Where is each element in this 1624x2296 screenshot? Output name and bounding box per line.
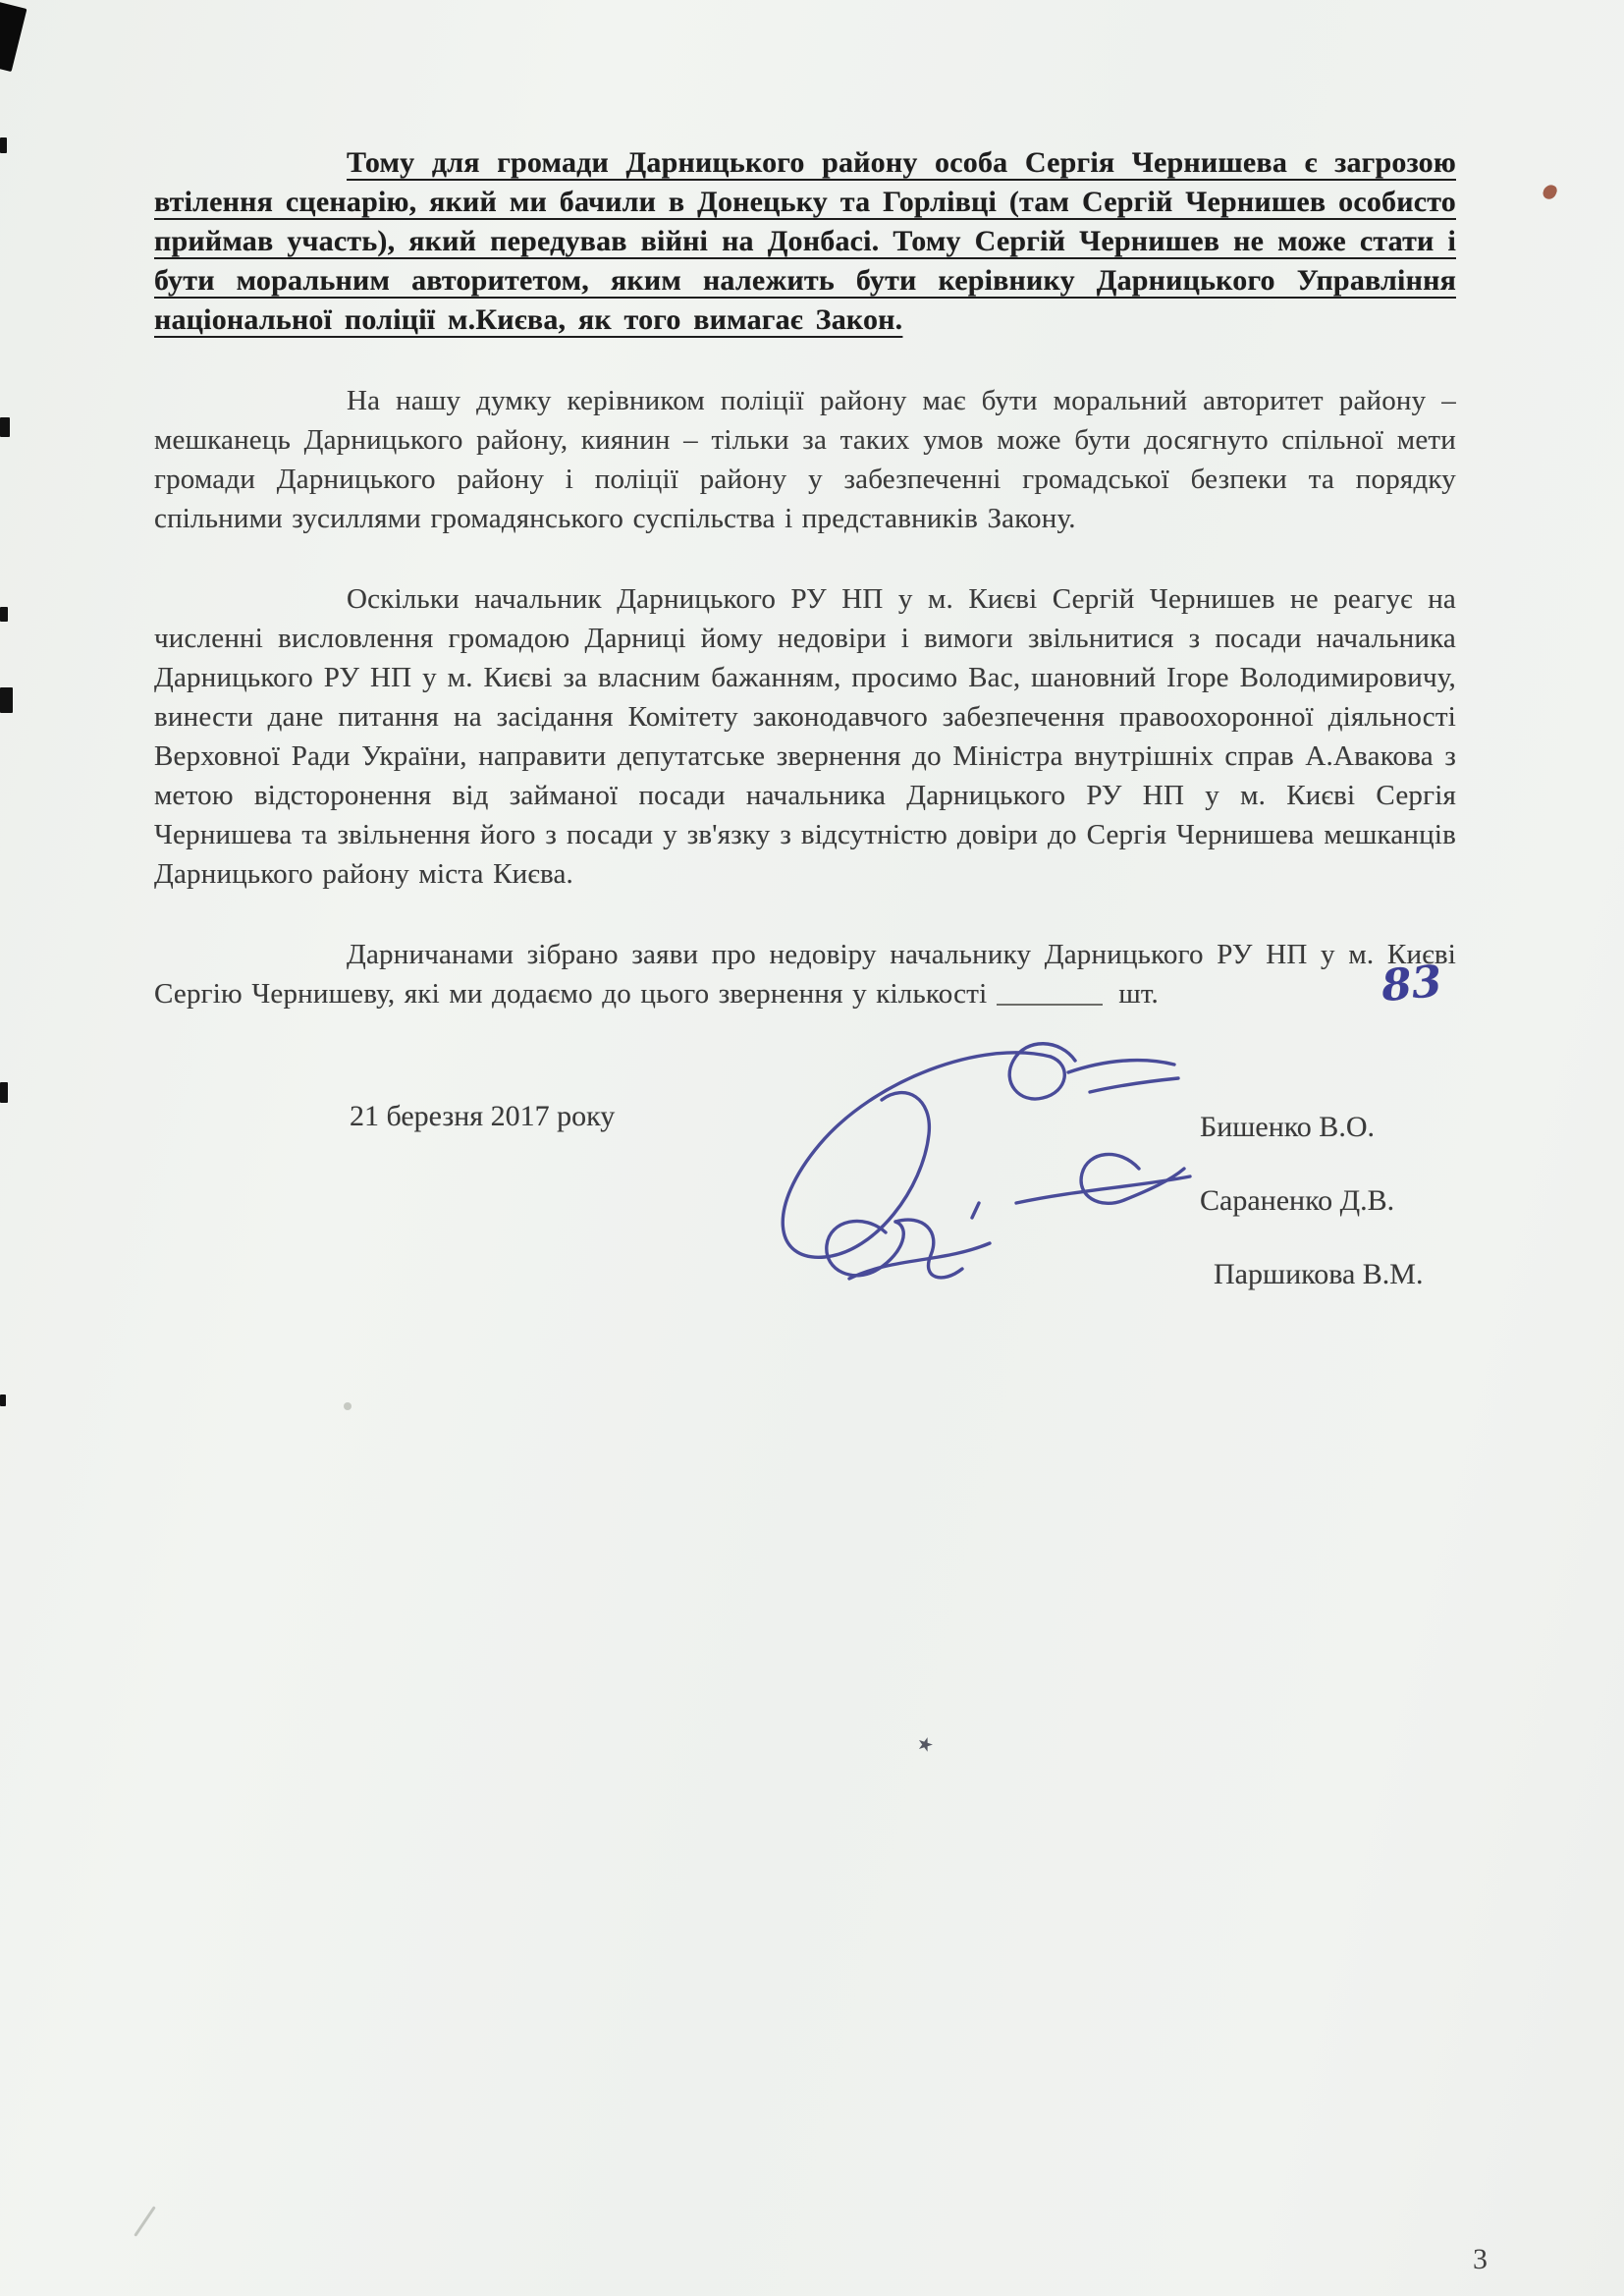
signature-2 [1016,1154,1190,1203]
heading-paragraph: Тому для громади Дарницького району особа Сергія Чернишева є загрозою втілення сценарію, який ми бачили в Донецьку та Горлівці (там Сергій Чернишев особисто приймав участь), який передував війні на Донбасі. Тому Сергій Чернишев не може стати і бути моральним авторитетом, яким належить бути керівнику Дарницького Управління національної поліції м.Києва, як того вимагає Закон. [154,146,1456,336]
document-body [154,143,1456,1055]
scan-corner-artifact [0,1,27,72]
handwritten-count: 83 [1380,956,1445,1012]
signatory-name: Бишенко В.О. [1200,1111,1375,1143]
scan-edge-mark [0,137,7,153]
dust-speck [344,1402,352,1410]
scan-edge-mark [0,1082,8,1103]
request-paragraph: Оскільки начальник Дарницького РУ НП у м. Києві Сергій Чернишев не реагує на численні висловлення громадою Дарниці йому недовіри і вимоги звільнитися з посади начальника Дарницького РУ НП у м. Києві за власним бажанням, просимо Вас, шановний Ігоре Володимировичу, винести дане питання на засідання Комітету законодавчого забезпечення правоохоронної діяльності Верховної Ради України, направити депутатське звернення до Міністра внутрішніх справ А.Авакова з метою відсторонення від займаної посади начальника Дарницького РУ НП у м. Києві Сергія Чернишева та звільнення його з посади у зв'язку з відсутністю довіри до Сергія Чернишева мешканців Дарницького району міста Києва. [154,583,1456,890]
statements-text-before: Дарничанами зібрано заяви про недовіру начальнику Дарницького РУ НП у м. Києві Сергію Чернишеву, які ми додаємо до цього звернення у кількості [154,939,1456,1010]
scan-edge-mark [0,687,13,713]
signature-3 [827,1203,990,1279]
scan-edge-mark [0,607,8,622]
signatory-name: Сараненко Д.В. [1200,1184,1395,1217]
pencil-mark [134,2206,156,2237]
statements-text-after: шт. [1118,978,1160,1010]
page-number: 3 [1473,2243,1488,2275]
scan-edge-mark [0,1394,6,1406]
small-scribble-mark: ٭ [911,1722,940,1764]
handwritten-signatures [628,1021,1198,1316]
signatory-name: Паршикова В.М. [1214,1258,1424,1290]
opinion-paragraph: На нашу думку керівником поліції району має бути моральний авторитет району – мешканець Дарницького району, киянин – тільки за таких умов може бути досягнуто спільної мети громади Дарницького району і поліції району у забезпеченні громадської безпеки та порядку спільними зусиллями громадянського суспільства і представників Закону. [154,385,1456,534]
document-date: 21 березня 2017 року [350,1100,616,1132]
statements-paragraph [154,935,1456,1013]
ink-speck [1542,183,1559,201]
signatories-list [1200,1108,1423,1329]
scan-edge-mark [0,417,10,437]
